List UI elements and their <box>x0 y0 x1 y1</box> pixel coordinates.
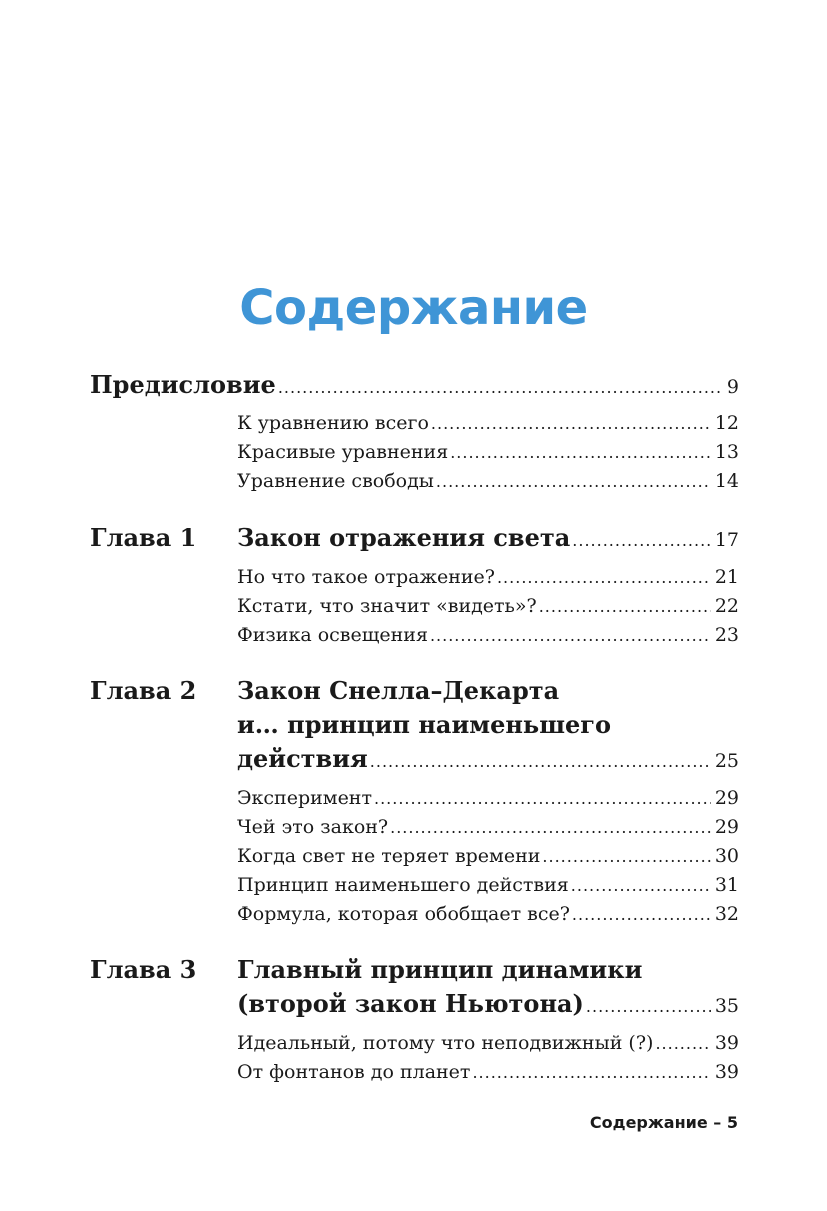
toc-page-number: 31 <box>714 874 739 896</box>
toc-subentry[interactable] <box>237 566 739 588</box>
dot-leader <box>572 905 711 924</box>
toc-subentry-label: Уравнение свободы <box>237 470 434 492</box>
toc-entry-label: (второй закон Ньютона) <box>237 989 584 1018</box>
chapter-3-label: Глава 3 <box>90 955 197 984</box>
page-title: Содержание <box>239 280 588 336</box>
toc-subentry-label: К уравнению всего <box>237 412 429 434</box>
dot-leader <box>572 531 711 550</box>
dot-leader <box>430 626 711 645</box>
chapter-title-line: и… принцип наименьшего <box>237 710 611 739</box>
toc-subentry[interactable] <box>237 903 739 925</box>
dot-leader <box>278 378 723 397</box>
toc-page-number: 13 <box>714 441 739 463</box>
toc-subentry-label: От фонтанов до планет <box>237 1061 471 1083</box>
toc-page-number: 29 <box>714 816 739 838</box>
toc-page-number: 30 <box>714 845 739 867</box>
toc-entry-label: Предисловие <box>90 370 276 399</box>
chapter-title-line: Закон Снелла–Декарта <box>237 676 560 705</box>
toc-subentry[interactable] <box>237 874 739 896</box>
toc-page-number: 39 <box>714 1061 739 1083</box>
toc-page-number: 29 <box>714 787 739 809</box>
toc-page-number: 39 <box>714 1032 739 1054</box>
toc-subentry[interactable] <box>237 816 739 838</box>
dot-leader <box>370 752 711 771</box>
dot-leader <box>374 789 711 808</box>
toc-subentry-label: Красивые уравнения <box>237 441 449 463</box>
toc-subentry-label: Кстати, что значит «видеть»? <box>237 595 537 617</box>
toc-subentry[interactable] <box>237 1032 739 1054</box>
toc-subentry[interactable] <box>237 787 739 809</box>
toc-entry-label: действия <box>237 744 368 773</box>
toc-subentry-label: Идеальный, потому что неподвижный (?) <box>237 1032 654 1054</box>
toc-page-number: 22 <box>714 595 739 617</box>
toc-subentry-label: Физика освещения <box>237 624 428 646</box>
toc-subentry-label: Когда свет не теряет времени <box>237 845 541 867</box>
toc-subentry[interactable] <box>237 595 739 617</box>
toc-subentry[interactable] <box>237 412 739 434</box>
toc-subentry-label: Но что такое отражение? <box>237 566 495 588</box>
toc-page-number: 25 <box>714 750 739 772</box>
toc-page-number: 35 <box>714 995 739 1017</box>
toc-subentry[interactable] <box>237 845 739 867</box>
chapter-2-label: Глава 2 <box>90 676 197 705</box>
dot-leader <box>497 568 711 587</box>
dot-leader <box>542 847 710 866</box>
dot-leader <box>431 414 711 433</box>
toc-entry-chapter-1[interactable] <box>237 523 739 552</box>
dot-leader <box>655 1034 710 1053</box>
toc-subentry-label: Формула, которая обобщает все? <box>237 903 570 925</box>
dot-leader <box>436 472 711 491</box>
page-footer: Содержание – 5 <box>589 1113 738 1132</box>
toc-entry-chapter-3[interactable] <box>237 989 739 1018</box>
toc-subentry[interactable] <box>237 1061 739 1083</box>
dot-leader <box>539 597 711 616</box>
dot-leader <box>450 443 711 462</box>
toc-entry-chapter-2[interactable] <box>237 744 739 773</box>
toc-page-number: 23 <box>714 624 739 646</box>
toc-page-number: 32 <box>714 903 739 925</box>
dot-leader <box>472 1063 710 1082</box>
toc-entry-label: Закон отражения света <box>237 523 571 552</box>
toc-subentry-label: Чей это закон? <box>237 816 389 838</box>
toc-page-number: 12 <box>714 412 739 434</box>
toc-subentry-label: Эксперимент <box>237 787 372 809</box>
toc-page-number: 9 <box>726 376 739 398</box>
toc-page-number: 14 <box>714 470 739 492</box>
toc-subentry[interactable] <box>237 624 739 646</box>
toc-page-number: 17 <box>714 529 739 551</box>
dot-leader <box>586 997 711 1016</box>
toc-subentry-label: Принцип наименьшего действия <box>237 874 569 896</box>
toc-subentry[interactable] <box>237 470 739 492</box>
toc-page-number: 21 <box>714 566 739 588</box>
dot-leader <box>571 876 711 895</box>
toc-subentry[interactable] <box>237 441 739 463</box>
chapter-1-label: Глава 1 <box>90 523 197 552</box>
chapter-title-line: Главный принцип динамики <box>237 955 643 984</box>
dot-leader <box>390 818 711 837</box>
toc-entry-preface[interactable] <box>90 370 739 399</box>
